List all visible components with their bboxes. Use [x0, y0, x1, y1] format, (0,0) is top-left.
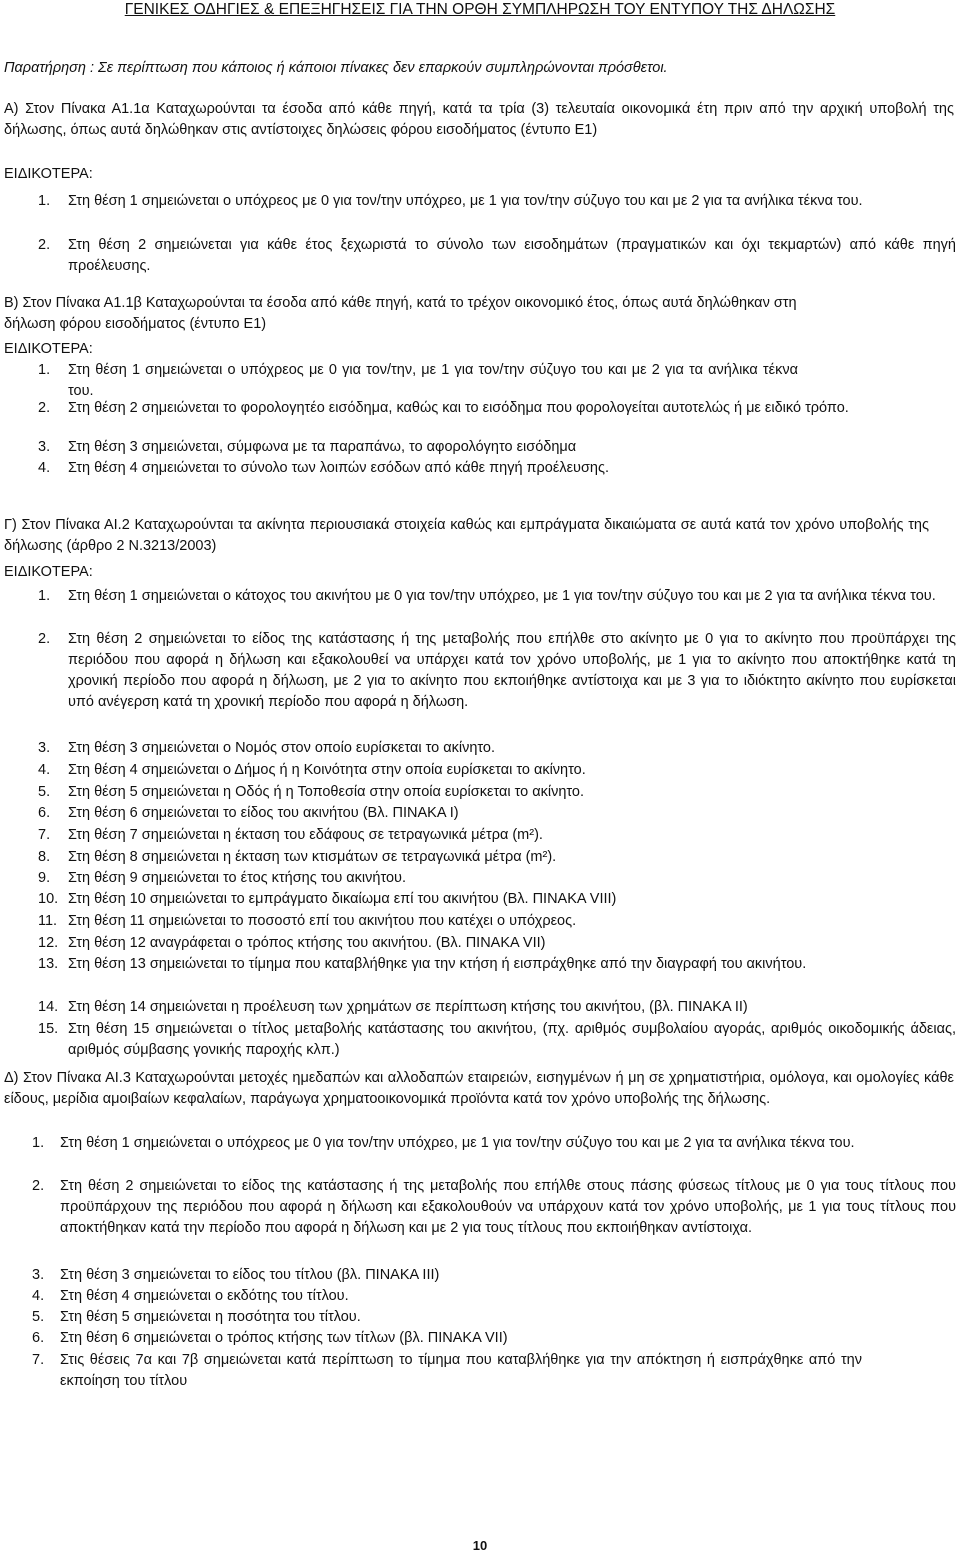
item-number: 6.	[32, 1330, 45, 1346]
item-number: 3.	[38, 439, 51, 455]
item-number: 10.	[38, 891, 59, 907]
page-number: 10	[472, 1538, 488, 1553]
item-text: Στη θέση 4 σημειώνεται ο εκδότης του τίτλου.	[60, 1288, 349, 1304]
item-number: 8.	[38, 849, 51, 865]
item-number: 6.	[38, 805, 51, 821]
item-number: 2.	[32, 1178, 45, 1194]
item-number: 2.	[38, 237, 51, 253]
item-number: 1.	[38, 193, 51, 209]
item-text: Στη θέση 6 σημειώνεται το είδος του ακινήτου (Βλ. ΠΙΝΑΚΑ Ι)	[68, 805, 459, 821]
item-number: 4.	[38, 762, 51, 778]
item-text: Στη θέση 1 σημειώνεται ο υπόχρεος με 0 για τον/την υπόχρεο, με 1 για τον/την σύζυγο του και με 2 για τα ανήλικα τέκνα του.	[68, 193, 863, 209]
item-text: Στη θέση 4 σημειώνεται ο Δήμος ή η Κοινότητα στην οποία ευρίσκεται το ακίνητο.	[68, 762, 586, 778]
item-number: 7.	[38, 827, 51, 843]
item-number: 4.	[32, 1288, 45, 1304]
item-number: 3.	[38, 740, 51, 756]
section-a-heading: Α) Στον Πίνακα Α1.1α Καταχωρούνται τα έσοδα από κάθε πηγή, κατά τα τρία (3) τελευταία οικονομικά έτη πριν από την αρχική υποβολή της δήλωσης, όπως αυτά δηλώθηκαν στις αντίστοιχες δηλώσεις φόρου εισοδήματος (έντυπο Ε1)	[4, 101, 954, 138]
item-text: Στη θέση 5 σημειώνεται η ποσότητα του τίτλου.	[60, 1309, 361, 1325]
item-text: Στη θέση 9 σημειώνεται το έτος κτήσης του ακινήτου.	[68, 870, 407, 886]
item-text: Στη θέση 8 σημειώνεται η έκταση των κτισμάτων σε τετραγωνικά μέτρα (m²).	[68, 849, 557, 865]
item-text: Στη θέση 13 σημειώνεται το τίμημα που καταβλήθηκε για την κτήση ή εισπράχθηκε από την διαγραφή του ακινήτου.	[68, 956, 807, 972]
item-number: 11.	[38, 913, 58, 929]
item-number: 2.	[38, 400, 51, 416]
item-text: Στη θέση 1 σημειώνεται ο υπόχρεος με 0 για τον/την υπόχρεο, με 1 για τον/την σύζυγο του και με 2 για τα ανήλικα τέκνα του.	[60, 1135, 855, 1151]
item-number: 1.	[32, 1135, 45, 1151]
section-b-subheading: ΕΙΔΙΚΟΤΕΡΑ:	[4, 341, 93, 357]
section-d-heading: Δ) Στον Πίνακα ΑΙ.3 Καταχωρούνται μετοχές ημεδαπών και αλλοδαπών εταιρειών, εισηγμένων ή μη σε χρηματιστήρια, ομόλογα, και ομολογίες κάθε είδους, μερίδια αμοιβαίων κεφαλαίων, παράγωγα χρηματοοικονομικά προϊόντα κατά τον χρόνο υποβολής της δήλωσης.	[4, 1070, 954, 1107]
item-number: 3.	[32, 1267, 45, 1283]
item-number: 1.	[38, 588, 51, 604]
item-text: Στη θέση 3 σημειώνεται ο Νομός στον οποίο ευρίσκεται το ακίνητο.	[68, 740, 495, 756]
item-text: Στις θέσεις 7α και 7β σημειώνεται κατά περίπτωση το τίμημα που καταβλήθηκε για την απόκτηση ή εισπράχθηκε από την εκποίηση του τίτλου	[60, 1352, 862, 1389]
section-a-subheading: ΕΙΔΙΚΟΤΕΡΑ:	[4, 166, 93, 182]
item-number: 5.	[38, 784, 51, 800]
item-text: Στη θέση 12 αναγράφεται ο τρόπος κτήσης του ακινήτου. (Βλ. ΠΙΝΑΚΑ VII)	[68, 935, 546, 951]
item-text: Στη θέση 10 σημειώνεται το εμπράγματο δικαίωμα επί του ακινήτου (Βλ. ΠΙΝΑΚΑ VIII)	[68, 891, 617, 907]
item-number: 12.	[38, 935, 59, 951]
item-number: 7.	[32, 1352, 45, 1368]
item-text: Στη θέση 11 σημειώνεται το ποσοστό επί του ακινήτου που κατέχει ο υπόχρεος.	[68, 913, 577, 929]
item-text: Στη θέση 3 σημειώνεται το είδος του τίτλου (βλ. ΠΙΝΑΚΑ III)	[60, 1267, 440, 1283]
item-number: 4.	[38, 460, 51, 476]
item-number: 9.	[38, 870, 51, 886]
item-number: 15.	[38, 1021, 59, 1037]
item-text: Στη θέση 2 σημειώνεται για κάθε έτος ξεχωριστά το σύνολο των εισοδημάτων (πραγματικών και όχι τεκμαρτών) από κάθε πηγή προέλευσης.	[68, 237, 956, 274]
item-text: Στη θέση 2 σημειώνεται το είδος της κατάστασης ή της μεταβολής που επήλθε στο ακίνητο με 0 για το ακίνητο που προϋπάρχει της περιόδου που αφορά η δήλωση και εξακολουθεί να υπάρχει κατά τον χρόνο υποβολής, με 1 για το ακίνητο που αποκτήθηκε κατά τη χρονική περίοδο που αφορά η δήλωση, με 2 για το ακίνητο που εκποιήθηκε αντίστοιχα και με 3 για το ιδιόκτητο ακίνητο που ευρίσκεται υπό ανέγερση κατά τη χρονική περίοδο που αφορά η δήλωση.	[68, 631, 956, 710]
item-text: Στη θέση 1 σημειώνεται ο υπόχρεος με 0 για τον/την, με 1 για τον/την σύζυγο του και με 2 για τα ανήλικα τέκνα του.	[68, 362, 798, 399]
item-text: Στη θέση 4 σημειώνεται το σύνολο των λοιπών εσόδων από κάθε πηγή προέλευσης.	[68, 460, 609, 476]
item-number: 13.	[38, 956, 59, 972]
note: Παρατήρηση : Σε περίπτωση που κάποιος ή κάποιοι πίνακες δεν επαρκούν συμπληρώνονται πρόσθετοι.	[4, 60, 668, 76]
item-text: Στη θέση 2 σημειώνεται το είδος της κατάστασης ή της μεταβολής που επήλθε στους πάσης φύσεως τίτλους με 0 για τους τίτλους που προϋπάρχουν της περιόδου που αφορά η δήλωση και εξακολουθούν να υπάρχουν κατά τον χρόνο υποβολής, με 1 για τους τίτλους που αποκτήθηκαν κατά την περίοδο που αφορά η δήλωση και με 2 για τους τίτλους που εκποιήθηκαν αντίστοιχα.	[60, 1178, 956, 1236]
page-title: ΓΕΝΙΚΕΣ ΟΔΗΓΙΕΣ & ΕΠΕΞΗΓΗΣΕΙΣ ΓΙΑ ΤΗΝ ΟΡΘΗ ΣΥΜΠΛΗΡΩΣΗ ΤΟΥ ΕΝΤΥΠΟΥ ΤΗΣ ΔΗΛΩΣΗΣ	[124, 1, 836, 18]
item-text: Στη θέση 6 σημειώνεται ο τρόπος κτήσης των τίτλων (βλ. ΠΙΝΑΚΑ VII)	[60, 1330, 508, 1346]
item-text: Στη θέση 15 σημειώνεται ο τίτλος μεταβολής κατάστασης του ακινήτου, (πχ. αριθμός συμβολαίου αγοράς, αριθμός οικοδομικής άδειας, αριθμός σύμβασης γονικής παροχής κλπ.)	[68, 1021, 956, 1058]
item-number: 5.	[32, 1309, 45, 1325]
section-c-subheading: ΕΙΔΙΚΟΤΕΡΑ:	[4, 564, 93, 580]
section-c-heading: Γ) Στον Πίνακα ΑΙ.2 Καταχωρούνται τα ακίνητα περιουσιακά στοιχεία καθώς και εμπράγματα δικαιώματα σε αυτά κατά τον χρόνο υποβολής της δήλωσης (άρθρο 2 Ν.3213/2003)	[4, 517, 929, 554]
item-number: 2.	[38, 631, 51, 647]
item-number: 1.	[38, 362, 51, 378]
item-text: Στη θέση 5 σημειώνεται η Οδός ή η Τοποθεσία στην οποία ευρίσκεται το ακίνητο.	[68, 784, 584, 800]
item-text: Στη θέση 3 σημειώνεται, σύμφωνα με τα παραπάνω, το αφορολόγητο εισόδημα	[68, 439, 577, 455]
item-text: Στη θέση 14 σημειώνεται η προέλευση των χρημάτων σε περίπτωση κτήσης του ακινήτου, (βλ. ΠΙΝΑΚΑ ΙΙ)	[68, 999, 748, 1015]
item-number: 14.	[38, 999, 59, 1015]
item-text: Στη θέση 1 σημειώνεται ο κάτοχος του ακινήτου με 0 για τον/την υπόχρεο, με 1 για τον/την σύζυγο του και με 2 για τα ανήλικα τέκνα του.	[68, 588, 936, 604]
item-text: Στη θέση 2 σημειώνεται το φορολογητέο εισόδημα, καθώς και το εισόδημα που φορολογείται αυτοτελώς ή με ειδικό τρόπο.	[68, 400, 849, 416]
item-text: Στη θέση 7 σημειώνεται η έκταση του εδάφους σε τετραγωνικά μέτρα (m²).	[68, 827, 543, 843]
section-b-heading: Β) Στον Πίνακα Α1.1β Καταχωρούνται τα έσοδα από κάθε πηγή, κατά το τρέχον οικονομικό έτος, όπως αυτά δηλώθηκαν στη δήλωση φόρου εισοδήματος (έντυπο Ε1)	[4, 295, 797, 332]
